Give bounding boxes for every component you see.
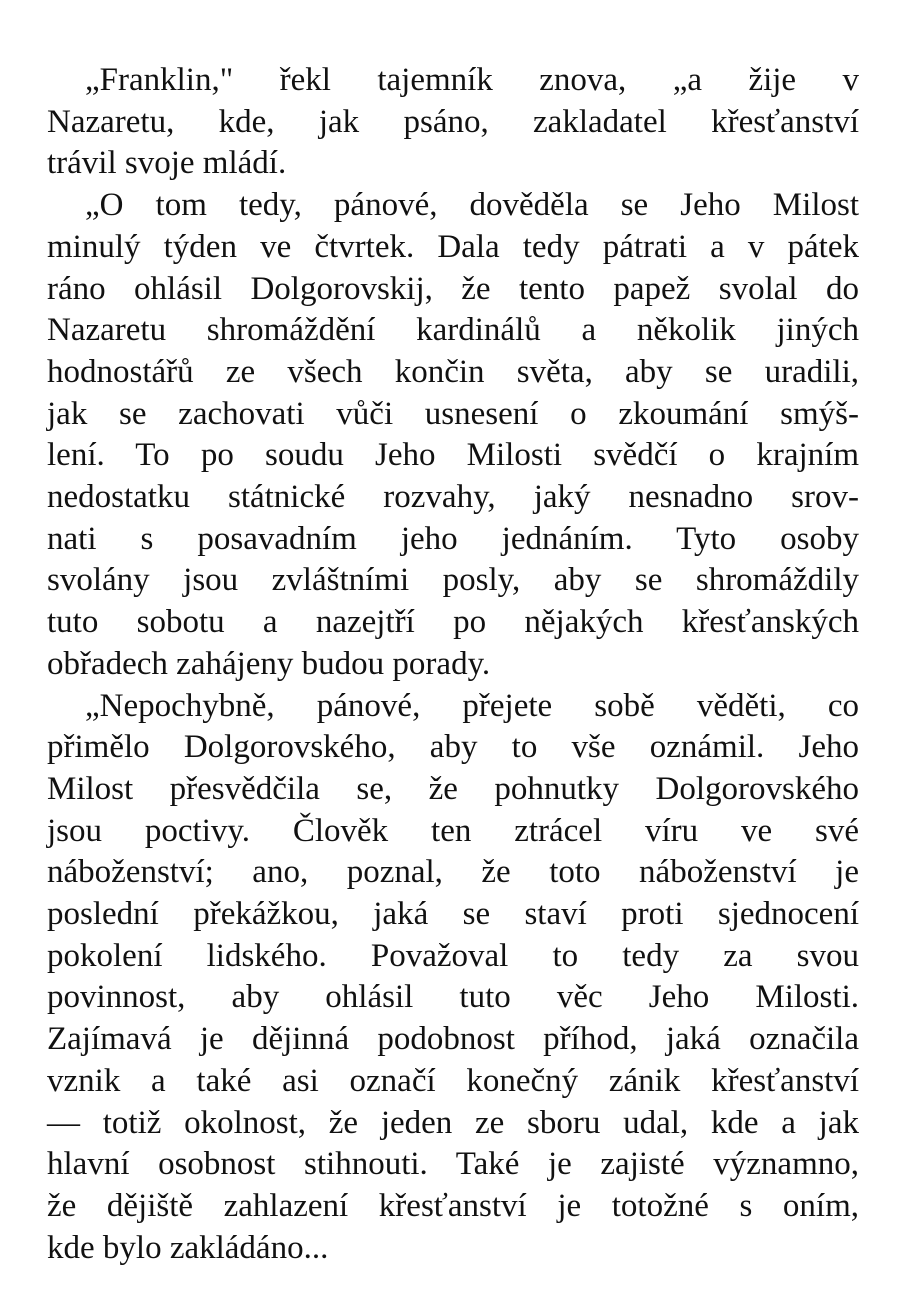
text-line: nedostatku státnické rozvahy, jaký nesnadno srov-	[47, 479, 859, 516]
text-line: hlavní osobnost stihnouti. Také je zajisté významno,	[47, 1146, 859, 1183]
text-line: jak se zachovati vůči usnesení o zkoumání smýš-	[47, 395, 859, 432]
text-line: hodnostářů ze všech končin světa, aby se uradili,	[47, 353, 859, 390]
text-line: tuto sobotu a nazejtří po nějakých křesťanských	[47, 604, 859, 641]
text-line: vznik a také asi označí konečný zánik křesťanství	[47, 1062, 859, 1099]
text-line: Zajímavá je dějinná podobnost příhod, jaká označila	[47, 1021, 859, 1058]
paragraph-1	[47, 60, 859, 185]
text-line: „Franklin," řekl tajemník znova, „a žije v	[85, 62, 859, 98]
text-line: přimělo Dolgorovského, aby to vše oznámil. Jeho	[47, 729, 859, 766]
text-line: kde bylo zakládáno...	[47, 1229, 329, 1266]
text-line: náboženství; ano, poznal, že toto náboženství je	[47, 854, 859, 891]
text-line: Nazaretu shromáždění kardinálů a několik jiných	[47, 312, 859, 349]
paragraph-3	[47, 686, 859, 1270]
text-line: jsou poctivy. Člověk ten ztrácel víru ve své	[47, 812, 859, 849]
text-line: lení. To po soudu Jeho Milosti svědčí o krajním	[47, 437, 859, 474]
text-line: Milost přesvědčila se, že pohnutky Dolgorovského	[47, 770, 859, 807]
text-line: trávil svoje mládí.	[47, 145, 287, 182]
text-line: nati s posavadním jeho jednáním. Tyto osoby	[47, 520, 859, 557]
text-line: poslední překážkou, jaká se staví proti sjednocení	[47, 896, 859, 933]
text-line: minulý týden ve čtvrtek. Dala tedy pátrati a v pátek	[47, 228, 859, 265]
text-line: — totiž okolnost, že jeden ze sboru udal, kde a jak	[47, 1104, 859, 1141]
text-line: svolány jsou zvláštními posly, aby se shromáždily	[47, 562, 859, 599]
text-line: „O tom tedy, pánové, dověděla se Jeho Milost	[85, 187, 859, 224]
text-line: pokolení lidského. Považoval to tedy za svou	[47, 937, 859, 974]
text-line: „Nepochybně, pánové, přejete sobě věděti, co	[85, 687, 859, 724]
text-line: Nazaretu, kde, jak psáno, zakladatel křesťanství	[47, 103, 859, 140]
paragraph-2	[47, 185, 859, 685]
text-line: ráno ohlásil Dolgorovskij, že tento papež svolal do	[47, 270, 859, 307]
text-line: povinnost, aby ohlásil tuto věc Jeho Milosti.	[47, 979, 859, 1016]
text-line: že dějiště zahlazení křesťanství je totožné s oním,	[47, 1187, 859, 1224]
book-page	[47, 60, 859, 1269]
text-line: obřadech zahájeny budou porady.	[47, 645, 491, 682]
